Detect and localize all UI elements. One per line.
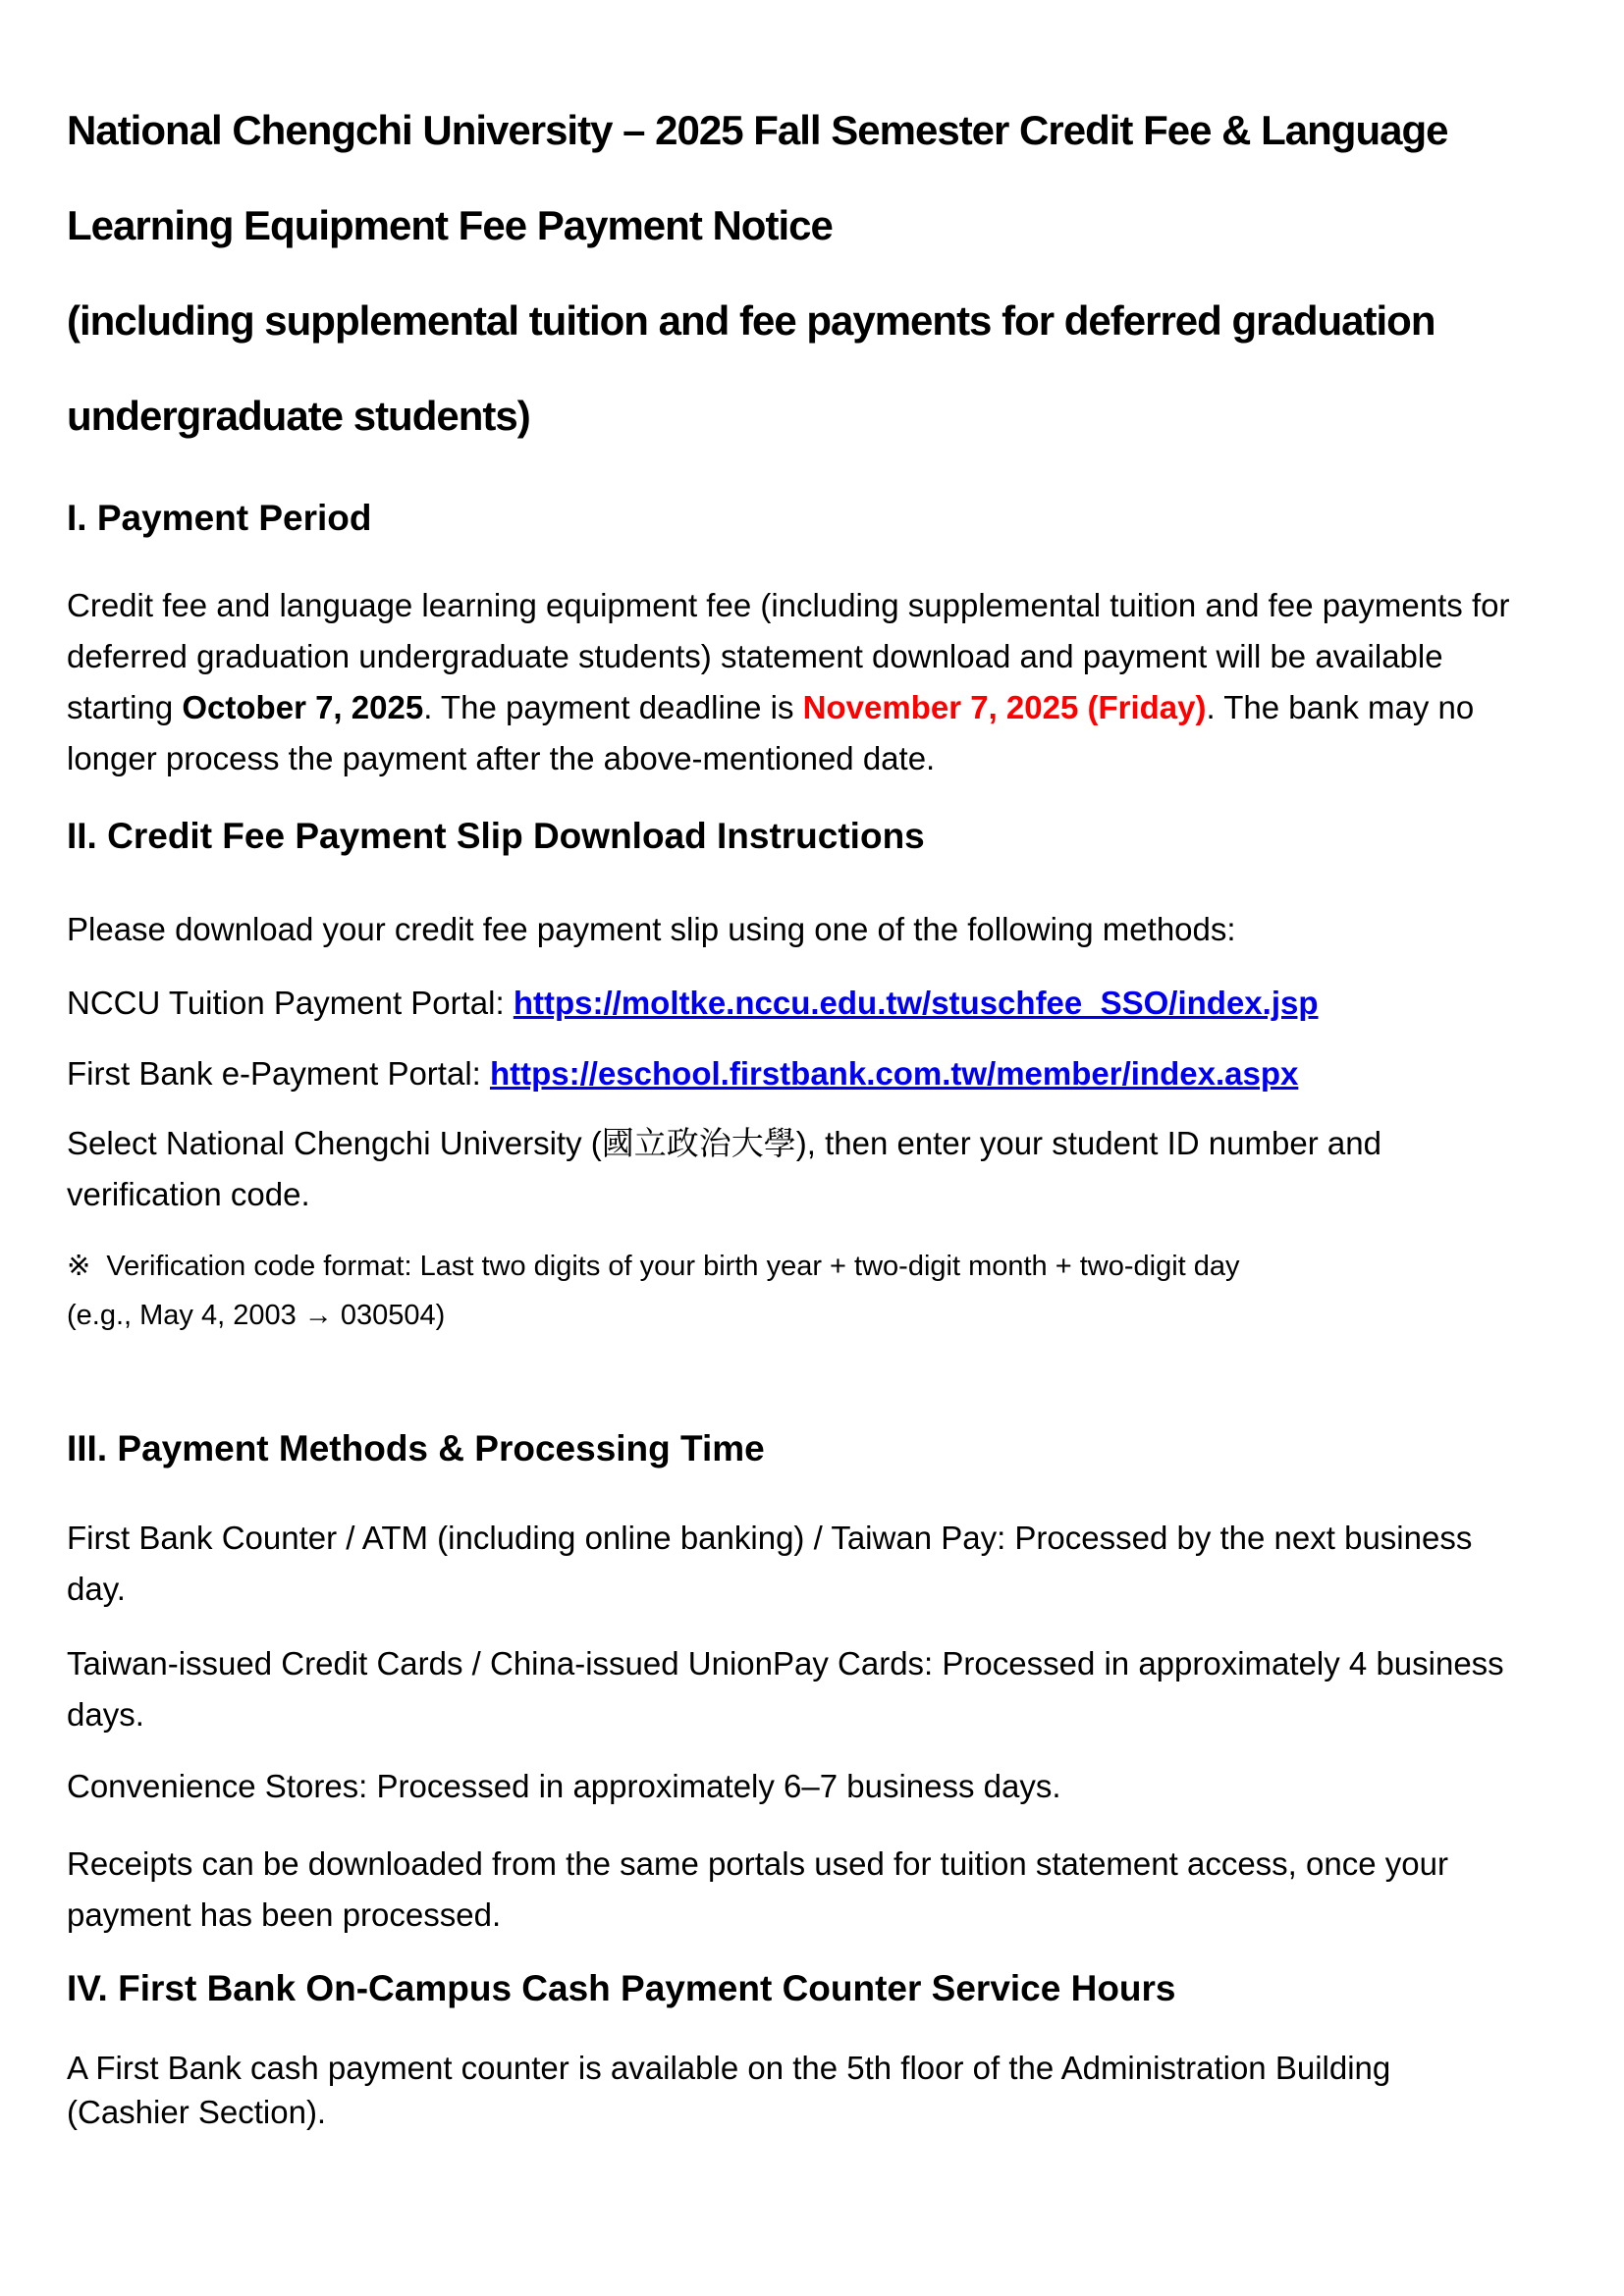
portal-link-nccu[interactable]: https://moltke.nccu.edu.tw/stuschfee_SSO/index.jsp — [513, 985, 1319, 1021]
method-credit-unionpay: Taiwan-issued Credit Cards / China-issued UnionPay Cards: Processed in approximately 4 business days. — [67, 1645, 1504, 1733]
verification-code-note-line2: (e.g., May 4, 2003 → 030504) — [67, 1300, 446, 1331]
heading-slip-download: II. Credit Fee Payment Slip Download Instructions — [67, 816, 925, 856]
portal-label-nccu: NCCU Tuition Payment Portal: — [67, 985, 514, 1021]
portal-label-firstbank: First Bank e-Payment Portal: — [67, 1055, 490, 1092]
heading-counter-hours: IV. First Bank On-Campus Cash Payment Counter Service Hours — [67, 1968, 1176, 2008]
verification-code-note — [67, 1242, 1518, 1340]
document-title-subtitle: (including supplemental tuition and fee payments for deferred graduation undergraduate students) — [67, 297, 1435, 439]
heading-payment-methods: III. Payment Methods & Processing Time — [67, 1428, 765, 1468]
payment-start-date: October 7, 2025 — [182, 689, 424, 725]
payment-period-paragraph — [67, 580, 1518, 784]
portal-line-nccu — [67, 978, 1518, 1029]
verification-code-note-line1: ※ Verification code format: Last two digits of your birth year + two-digit month + two-digit day — [67, 1251, 1240, 1282]
receipts-paragraph: Receipts can be downloaded from the same portals used for tuition statement access, once your payment has been processed. — [67, 1845, 1448, 1933]
slip-download-intro: Please download your credit fee payment slip using one of the following methods: — [67, 911, 1236, 947]
portal-line-firstbank — [67, 1048, 1518, 1099]
payment-period-text-between: . The payment deadline is — [423, 689, 803, 725]
method-bank-atm-taiwanpay: First Bank Counter / ATM (including online banking) / Taiwan Pay: Processed by the next business day. — [67, 1520, 1473, 1607]
payment-period-text-after: . The bank may no longer process the payment after the above-mentioned date. — [67, 689, 1475, 776]
portal-link-firstbank[interactable]: https://eschool.firstbank.com.tw/member/index.aspx — [489, 1055, 1299, 1092]
document-title-main: National Chengchi University – 2025 Fall Semester Credit Fee & Language Learning Equipment Fee Payment Notice — [67, 107, 1448, 248]
counter-hours-paragraph: A First Bank cash payment counter is available on the 5th floor of the Administration Building (Cashier Section). — [67, 2050, 1391, 2130]
document-title — [67, 82, 1518, 463]
payment-period-text-before: Credit fee and language learning equipment fee (including supplemental tuition and fee payments for deferred graduation undergraduate students) statement download and payment will be available starting — [67, 587, 1510, 725]
heading-payment-period: I. Payment Period — [67, 498, 372, 538]
select-university-instruction: Select National Chengchi University (國立政治大學), then enter your student ID number and verification code. — [67, 1125, 1381, 1212]
payment-deadline-date: November 7, 2025 (Friday) — [802, 689, 1207, 725]
method-convenience-stores: Convenience Stores: Processed in approximately 6–7 business days. — [67, 1768, 1061, 1804]
